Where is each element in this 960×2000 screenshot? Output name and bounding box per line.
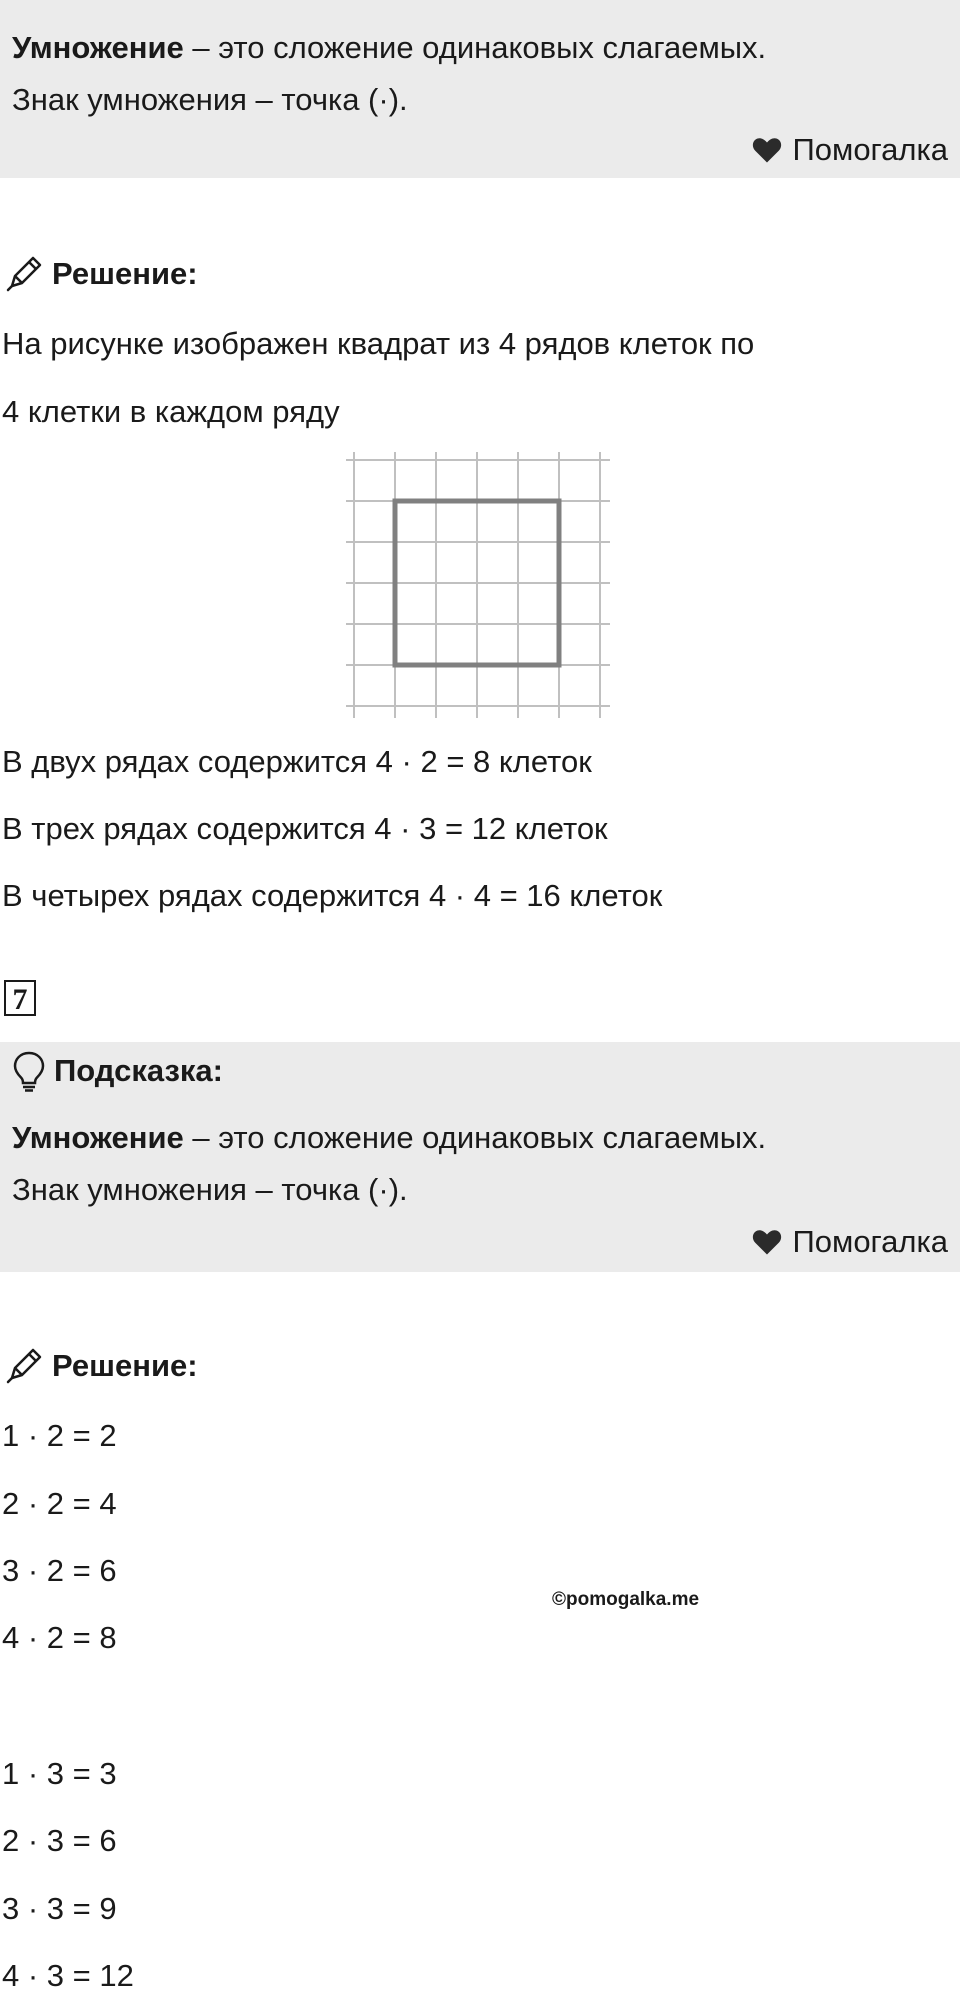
brand-label [752,1222,948,1262]
heart-icon [752,1228,782,1256]
solution-heading [4,1346,198,1386]
grid-figure [346,452,610,718]
result-line: В четырех рядах содержится 4 · 4 = 16 клеток [2,878,663,913]
brand-name: Помогалка [792,1224,948,1259]
grid-lines [346,452,610,718]
equation-line: 4 · 3 = 12 [2,1958,134,1993]
equation-line: 1 · 3 = 3 [2,1756,117,1791]
pencil-icon [4,1346,44,1386]
brand-label [752,130,948,170]
result-line: В двух рядах содержится 4 · 2 = 8 клеток [2,744,592,779]
brand-name: Помогалка [792,132,948,167]
solution-heading [4,254,198,294]
hint-sign-text: Знак умножения – точка (·). [12,82,408,117]
hint-heading [12,1050,223,1092]
hint-term: Умножение [12,30,184,65]
equation-line: 1 · 2 = 2 [2,1418,117,1453]
equation-line: 2 · 3 = 6 [2,1823,117,1858]
hint-box-top [0,0,960,178]
result-line: В трех рядах содержится 4 · 3 = 12 клеток [2,811,608,846]
hint-term: Умножение [12,1120,184,1155]
watermark: ©pomogalka.me [552,1589,700,1610]
hint-definition-text: – это сложение одинаковых слагаемых. [183,1120,767,1155]
solution-heading-text: Решение: [52,1348,198,1383]
hint-definition [12,1118,766,1158]
hint-definition-text: – это сложение одинаковых слагаемых. [183,30,767,65]
equation-line: 3 · 2 = 6 [2,1553,117,1588]
hint-definition [12,28,766,68]
solution-heading-text: Решение: [52,256,198,291]
hint-heading-text: Подсказка: [54,1053,223,1088]
solution-text-line: На рисунке изображен квадрат из 4 рядов клеток по [2,326,755,361]
pencil-icon [4,254,44,294]
solution-text-line: 4 клетки в каждом ряду [2,394,340,429]
task-number: 7 [4,980,36,1016]
equation-line: 4 · 2 = 8 [2,1620,117,1655]
lightbulb-icon [12,1050,46,1092]
hint-box-task7 [0,1042,960,1272]
heart-icon [752,136,782,164]
equation-line: 3 · 3 = 9 [2,1891,117,1926]
hint-sign-text: Знак умножения – точка (·). [12,1172,408,1207]
equation-line: 2 · 2 = 4 [2,1486,117,1521]
